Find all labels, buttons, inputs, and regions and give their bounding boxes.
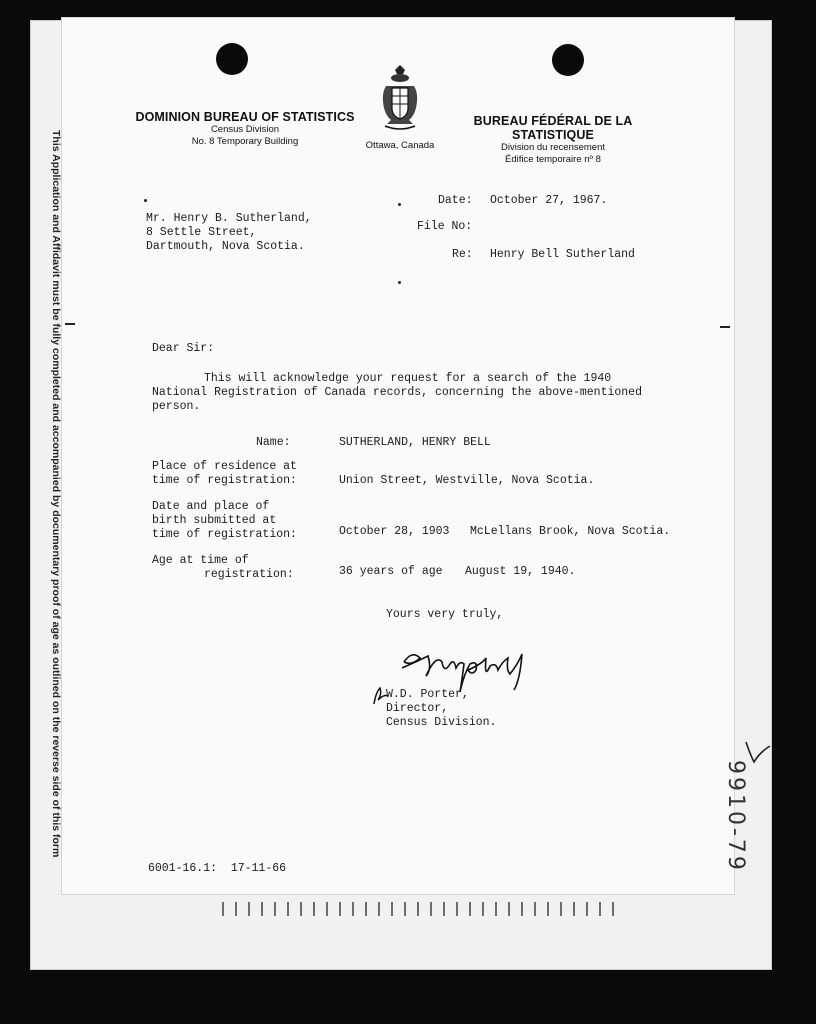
residence-label-2: time of registration: [152, 474, 297, 487]
signer-name: W.D. Porter, [386, 688, 469, 701]
margin-reference-number: 9910-79 [723, 760, 748, 873]
birth-place: McLellans Brook, Nova Scotia. [470, 525, 671, 538]
margin-dot [398, 281, 401, 284]
residence-value: Union Street, Westville, Nova Scotia. [339, 474, 595, 487]
signer-division: Census Division. [386, 716, 497, 729]
body-line-1: This will acknowledge your request for a search of the 1940 [204, 372, 612, 385]
signer-title: Director, [386, 702, 449, 715]
birth-label-1: Date and place of [152, 500, 270, 513]
building-en: No. 8 Temporary Building [191, 136, 299, 147]
birth-label-3: time of registration: [152, 528, 297, 541]
fold-mark [65, 323, 75, 325]
punch-hole [216, 43, 248, 75]
salutation: Dear Sir: [152, 342, 215, 355]
form-number: 6001-16.1: 17-11-66 [148, 862, 287, 875]
age-date: August 19, 1940. [465, 565, 576, 578]
margin-dot [398, 203, 401, 206]
age-label-1: Age at time of [152, 554, 249, 567]
coat-of-arms-icon [377, 64, 423, 134]
punch-hole [552, 44, 584, 76]
body-line-3: person. [152, 400, 201, 413]
birth-label-2: birth submitted at [152, 514, 277, 527]
header-center [350, 64, 450, 152]
address-line-3: Dartmouth, Nova Scotia. [146, 240, 305, 253]
age-label-2: registration: [204, 568, 294, 581]
division-fr: Division du recensement [500, 142, 606, 153]
birth-date: October 28, 1903 [339, 525, 450, 538]
building-fr: Édifice temporaire nº 8 [505, 154, 601, 165]
address-line-2: 8 Settle Street, [146, 226, 257, 239]
city: Ottawa, Canada [365, 140, 435, 151]
date-label: Date: [438, 194, 473, 207]
date-value: October 27, 1967. [490, 194, 608, 207]
re-value: Henry Bell Sutherland [490, 248, 635, 261]
dotted-rule [222, 902, 622, 916]
valediction: Yours very truly, [386, 608, 504, 621]
margin-dot [144, 199, 147, 202]
division-en: Census Division [210, 124, 280, 135]
age-value: 36 years of age [339, 565, 443, 578]
header-left [120, 110, 370, 148]
body-line-2: National Registration of Canada records, concerning the above-mentioned [152, 386, 642, 399]
fold-mark [720, 326, 730, 328]
residence-label-1: Place of residence at [152, 460, 297, 473]
name-value: SUTHERLAND, HENRY BELL [339, 436, 491, 449]
file-label: File No: [417, 220, 473, 233]
header-right [438, 114, 668, 166]
re-label: Re: [452, 248, 473, 261]
address-line-1: Mr. Henry B. Sutherland, [146, 212, 312, 225]
bureau-name-en: DOMINION BUREAU OF STATISTICS [135, 110, 355, 124]
name-label: Name: [256, 436, 291, 449]
side-instruction-text: This Application and Affidavit must be fully completed and accompanied by documentary proof of age as outlined on the reverse side of this form [50, 130, 62, 858]
bureau-name-fr: BUREAU FÉDÉRAL DE LA STATISTIQUE [473, 114, 633, 142]
